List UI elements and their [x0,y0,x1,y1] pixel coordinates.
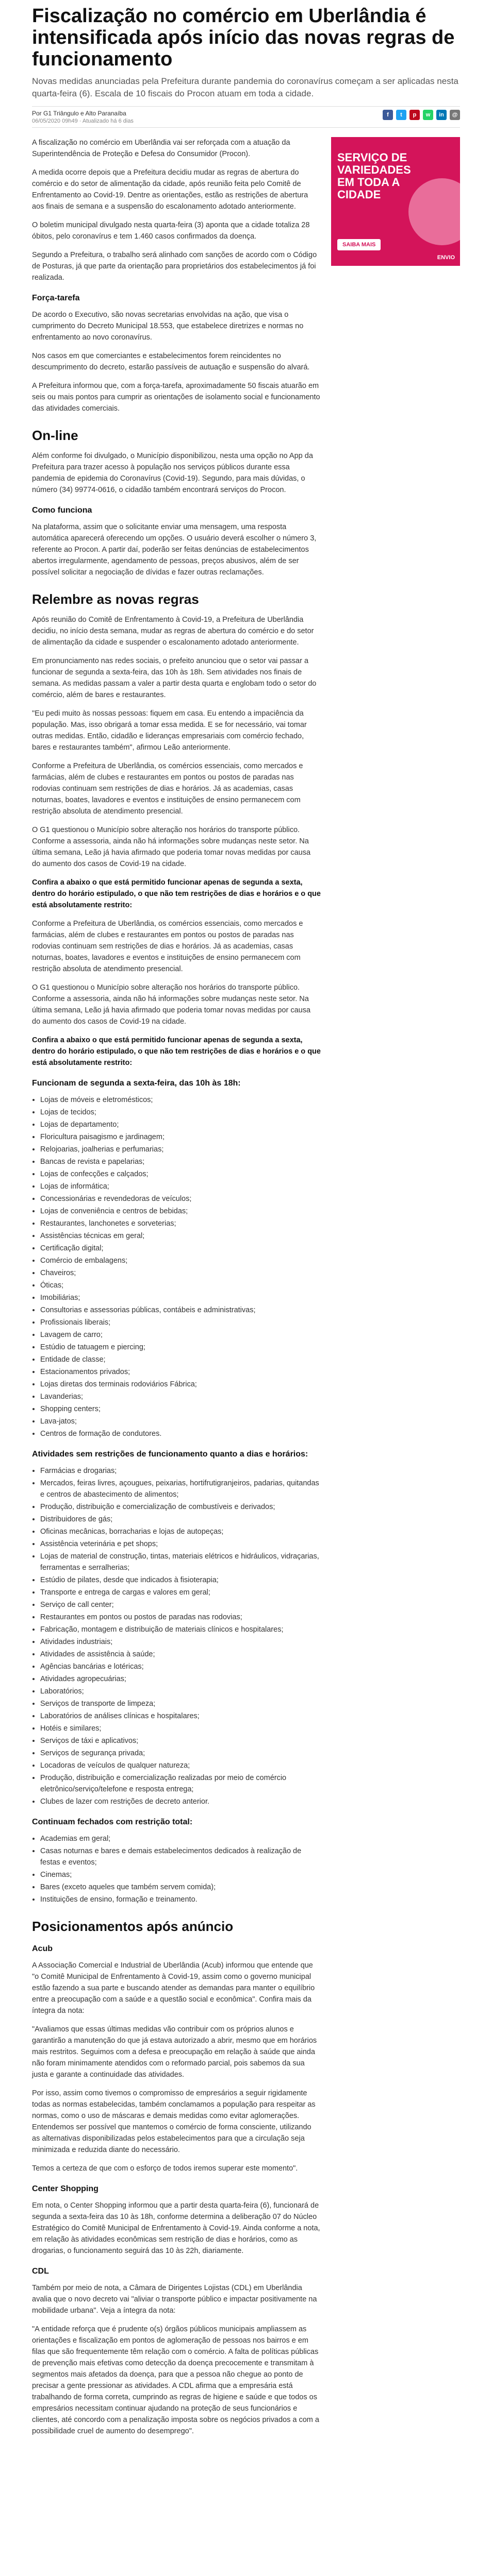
list-item: • Comércio de embalagens; [40,1255,321,1266]
list-item: • Clubes de lazer com restrições de decreto anterior. [40,1796,321,1807]
funcionamento-list [32,1094,321,1439]
list-item: • Locadoras de veículos de qualquer natureza; [40,1760,321,1771]
list-item: • Lojas de tecidos; [40,1107,321,1118]
article-body [32,137,321,2444]
list-item: • Consultorias e assessorias públicas, contábeis e administrativas; [40,1304,321,1316]
list-item: • Produção, distribuição e comercialização realizadas por meio de comércio eletrônico/serviço/telefone e resposta entrega; [40,1772,321,1795]
list-item: • Cinemas; [40,1869,321,1880]
list-item: • Serviços de transporte de limpeza; [40,1698,321,1709]
list-item: • Lojas de conveniência e centros de bebidas; [40,1206,321,1217]
restricao-total-list [32,1833,321,1905]
linkedin-icon[interactable]: in [436,110,447,120]
paragraph: O G1 questionou o Município sobre alteração nos horários do transporte público. Conforme a assessoria, ainda não há informações sobre mudanças neste setor. Na última semana, Leão já havia afirmado que poderia tomar novas medidas por causa do aumento dos casos de Covid-19 na cidade. [32,826,311,868]
list-item: • Chaveiros; [40,1267,321,1279]
paragraph: "Eu pedi muito às nossas pessoas: fiquem em casa. Eu entendo a impaciência da população. Mas, isso obrigará a tomar essa medida. E se for necessário, vai tomar outras medidas. Então, cidadão e lideranças empresariais com comércio fechado, bares e restaurantes também", afirmou Leão anteriormente. [32,709,307,752]
heading-posicionamentos: Posicionamentos após anúncio [32,1919,234,1934]
list-item: • Lava-jatos; [40,1416,321,1427]
paragraph: A fiscalização no comércio em Uberlândia vai ser reforçada com a atuação da Superintendência de Proteção e Defesa do Consumidor (Procon). [32,139,290,158]
paragraph: Segundo a Prefeitura, o trabalho será alinhado com sanções de acordo com o Código de Posturas, já que parte da orientação para proprietários dos estabelecimentos já foi realizada. [32,251,317,282]
ad-cta-button[interactable]: SAIBA MAIS [337,239,381,250]
online-section [32,450,321,496]
list-item: • Estacionamentos privados; [40,1366,321,1378]
ad-brand-logo: ENVIO [437,255,455,261]
ad-title: SERVIÇO DE VARIEDADES EM TODA A CIDADE [337,151,411,201]
list-item: • Mercados, feiras livres, açougues, peixarias, hortifrutigranjeiros, padarias, quitandas e centros de abastecimento de alimentos; [40,1478,321,1500]
box1-intro: Confira a abaixo o que está permitido funcionar apenas de segunda a sexta, dentro do horário estipulado, o que não tem restrições de dias e horários e o que está absolutamente restrito: [32,878,321,909]
byline [32,110,134,124]
list-item: • Assistências técnicas em geral; [40,1230,321,1242]
paragraph: Além conforme foi divulgado, o Município disponibilizou, nesta uma opção no App da Prefeitura para trazer acesso à população nos serviços públicos durante essa pandemia de epidemia do Coronavírus (Covid-19). Segundo, para mais dúvidas, o número (34) 99774-0616, o cidadão também encontrará serviços do Procon. [32,452,313,494]
paragraph: "Avaliamos que essas últimas medidas vão contribuir com os próprios alunos e garantirão a manutenção do que já estava autorizado a abrir, mesmo que em horários mais restritos. Seguimos com a defesa e preocupação em relação à saúde que ainda não foram minimamente atendidos com o reformado parcial, pois sabemos da sua justa e garante a continuidade das atividades. [32,2025,317,2079]
list-item: • Atividades industriais; [40,1636,321,1648]
content-area [32,137,460,2444]
list-item: • Centros de formação de condutores. [40,1428,321,1439]
list-item: • Óticas; [40,1280,321,1291]
box1-section [32,918,321,1027]
list-item: • Restaurantes, lanchonetes e sorveterias; [40,1218,321,1229]
paragraph: A Associação Comercial e Industrial de Uberlândia (Acub) informou que entende que "o Comitê Municipal de Enfrentamento à Covid-19, assim como o governo municipal estão fazendo a sua parte e buscando atender as demandas para manter o equilíbrio entre a preocupação com a saúde e a questão social e econômica". Confira mais da íntegra da nota: [32,1961,315,2015]
list-item: • Distribuidores de gás; [40,1514,321,1525]
paragraph: Em nota, o Center Shopping informou que a partir desta quarta-feira (6), funcionará de segunda a sexta-feira das 10 às 18h, conforme determina a deliberação 07 do Núcleo Estratégico do Comitê Municipal de Enfrentamento à Covid-19. Ainda conforme a nota, em relação às atividades econômicas sem restrição de dias e horários, como as drogarias, o funcionamento seguirá das 10 às 22h, diariamente. [32,2201,320,2255]
facebook-icon[interactable]: f [383,110,393,120]
list-item: • Restaurantes em pontos ou postos de paradas nas rodovias; [40,1612,321,1623]
box2-intro: Confira a abaixo o que está permitido funcionar apenas de segunda a sexta, dentro do horário estipulado, o que não tem restrições de dias e horários e o que está absolutamente restrito: [32,1036,321,1067]
list-item: • Transporte e entrega de cargas e valores em geral; [40,1587,321,1598]
paragraph: Em pronunciamento nas redes sociais, o prefeito anunciou que o setor vai passar a funcionar de segunda a sexta-feira, das 10h às 18h. Sem atividades nos finais de semana. As medidas passam a valer a partir desta quarta e englobam todo o setor do comércio, além de bares e restaurantes. [32,657,317,699]
list-item: • Lavanderias; [40,1391,321,1402]
list-item: • Produção, distribuição e comercialização de combustíveis e derivados; [40,1501,321,1513]
paragraph: A medida ocorre depois que a Prefeitura decidiu mudar as regras de abertura do comércio e do setor de alimentação da cidade, após reunião feita pelo Comitê de Enfrentamento ao Covid-19. Dentre as orientações, estão as restrições de abertura aos finais de semana e a suspensão do escalonamento adotado anteriormente. [32,168,308,211]
subheading-cdl: CDL [32,2267,49,2276]
list-item: • Lojas de material de construção, tintas, materiais elétricos e hidráulicos, vidraçarias, ferramentas e serralherias; [40,1551,321,1573]
sidebar [331,137,460,2444]
list-item: • Lojas de móveis e eletromésticos; [40,1094,321,1106]
list-item: • Atividades agropecuárias; [40,1673,321,1685]
regras-section [32,614,321,870]
byline-authors: Por G1 Triângulo e Alto Paranaíba [32,110,126,117]
paragraph: Na plataforma, assim que o solicitante enviar uma mensagem, uma resposta automática aparecerá oferecendo um opções. O usuário deverá escolher o número 3, referente ao Procon. A partir daí, poderão ser feitas denúncias de estabelecimentos abertos irregularmente, agendamento de pessoas, preços abusivos, além de ser possível solicitar a negociação de dívidas e fazer outras reclamações. [32,523,317,577]
whatsapp-icon[interactable]: w [423,110,433,120]
subheading-center-shopping: Center Shopping [32,2184,99,2193]
list-item: • Oficinas mecânicas, borracharias e lojas de autopeças; [40,1526,321,1537]
list-item: • Estúdio de pilates, desde que indicados à fisioterapia; [40,1574,321,1586]
list-item: • Bares (exceto aqueles que também servem comida); [40,1882,321,1893]
article-meta [32,106,460,128]
list-item: • Relojoarias, joalherias e perfumarias; [40,1144,321,1155]
list-item: • Agências bancárias e lotéricas; [40,1661,321,1672]
subheading-restricao-total: Continuam fechados com restrição total: [32,1818,193,1826]
paragraph: Por isso, assim como tivemos o compromisso de empresários a seguir rigidamente todas as normas estabelecidas, também conclamamos a população para respeitar as normas, como o uso de máscaras e demais medidas como evitar aglomerações. Entendemos ser possível que mantemos o comércio de forma consciente, utilizando as alternativas disponibilizadas pelos estabelecimentos para que a circulação seja minimizada e reduzida diante do necessário. [32,2089,316,2154]
paragraph: Temos a certeza de que com o esforço de todos iremos superar este momento". [32,2164,298,2173]
subheading-forca-tarefa: Força-tarefa [32,294,80,302]
list-item: • Floricultura paisagismo e jardinagem; [40,1131,321,1143]
list-item: • Serviços de táxi e aplicativos; [40,1735,321,1747]
list-item: • Fabricação, montagem e distribuição de materiais clínicos e hospitalares; [40,1624,321,1635]
paragraph: Conforme a Prefeitura de Uberlândia, os comércios essenciais, como mercados e farmácias, além de clubes e restaurantes em pontos ou postos de paradas nas rodovias continuam sem restrições de dias e horários. Já as academias, casas noturnas, boates, lavadores e eventos e instituições de ensino permanecem com restrição absoluta de atendimento presencial. [32,762,303,816]
list-item: • Serviço de call center; [40,1599,321,1611]
list-item: • Casas noturnas e bares e demais estabelecimentos dedicados à realização de festas e eventos; [40,1845,321,1868]
list-item: • Lojas de confecções e calçados; [40,1168,321,1180]
advertisement-banner[interactable] [331,137,460,266]
subheading-funcionamento: Funcionam de segunda a sexta-feira, das 10h às 18h: [32,1079,241,1088]
list-item: • Imobiliárias; [40,1292,321,1303]
list-item: • Academias em geral; [40,1833,321,1844]
paragraph: O G1 questionou o Município sobre alteração nos horários do transporte público. Conforme a assessoria, ainda não há informações sobre mudanças neste setor. Na última semana, Leão já havia afirmado que poderia tomar novas medidas por causa do aumento dos casos de Covid-19 na cidade. [32,984,311,1026]
paragraph: De acordo o Executivo, são novas secretarias envolvidas na ação, que visa o cumprimento do Decreto Municipal 18.553, que estabelece diretrizes e normas no enfrentamento ao novo coronavírus. [32,311,304,342]
twitter-icon[interactable]: t [396,110,406,120]
share-bar [383,110,460,120]
heading-online: On-line [32,428,78,443]
list-item: • Lavagem de carro; [40,1329,321,1341]
list-item: • Laboratórios de análises clínicas e hospitalares; [40,1710,321,1722]
list-item: • Concessionárias e revendedoras de veículos; [40,1193,321,1205]
intro-section [32,137,321,283]
list-item: • Bancas de revista e papelarias; [40,1156,321,1167]
list-item: • Shopping centers; [40,1403,321,1415]
pinterest-icon[interactable]: p [409,110,420,120]
list-item: • Assistência veterinária e pet shops; [40,1538,321,1550]
center-shopping-section [32,2200,321,2257]
article-title: Fiscalização no comércio em Uberlândia é intensificada após início das novas regras de funcionamento [32,5,455,70]
list-item: • Lojas diretas dos terminais rodoviários Fábrica; [40,1379,321,1390]
subheading-acub: Acub [32,1944,53,1953]
sem-restricao-list [32,1465,321,1807]
paragraph: Conforme a Prefeitura de Uberlândia, os comércios essenciais, como mercados e farmácias, além de clubes e restaurantes em pontos ou postos de paradas nas rodovias continuam sem restrições de dias e horários. Já as academias, casas noturnas, boates, lavadores e eventos e instituições de ensino permanecem com restrição absoluta de atendimento presencial. [32,920,303,973]
list-item: • Lojas de informática; [40,1181,321,1192]
list-item: • Laboratórios; [40,1686,321,1697]
list-item: • Certificação digital; [40,1243,321,1254]
list-item: • Estúdio de tatuagem e piercing; [40,1342,321,1353]
paragraph: Também por meio de nota, a Câmara de Dirigentes Lojistas (CDL) em Uberlândia avalia que o novo decreto vai "aliviar o transporte público e impactar positivamente na mobilidade urbana". Veja a íntegra da nota: [32,2284,317,2315]
list-item: • Serviços de segurança privada; [40,1748,321,1759]
list-item: • Entidade de classe; [40,1354,321,1365]
list-item: • Farmácias e drogarias; [40,1465,321,1477]
forca-tarefa-section [32,309,321,414]
subheading-como-funciona: Como funciona [32,506,92,515]
list-item: • Lojas de departamento; [40,1119,321,1130]
como-funciona-section [32,521,321,578]
email-icon[interactable]: @ [450,110,460,120]
acub-section [32,1960,321,2174]
list-item: • Atividades de assistência à saúde; [40,1649,321,1660]
paragraph: Nos casos em que comerciantes e estabelecimentos forem reincidentes no descumprimento do decreto, estarão passíveis de autuação e suspensão do alvará. [32,352,310,371]
paragraph: Após reunião do Comitê de Enfrentamento à Covid-19, a Prefeitura de Uberlândia decidiu, no início desta semana, mudar as regras de abertura do comércio e do setor de alimentação da cidade e suspender o escalonamento adotado anteriormente. [32,616,314,647]
heading-relembre-regras: Relembre as novas regras [32,591,199,607]
list-item: • Hotéis e similares; [40,1723,321,1734]
paragraph: "A entidade reforça que é prudente o(s) órgãos públicos municipais ampliassem as orientações e fiscalização em pontos de aglomeração de pessoas nos bairros e em filas que são frequentemente têm relação com o comércio. A falta de políticas públicas de prevenção mais efetivas como detecção da doença precocemente e transmitam à segmentos mais afetados da doença, para que a pessoa não chegue ao ponto de precisar a gente pressionar as atividades. A CDL afirma que a empresária está trabalhando de forma correta, cumprindo as regras de higiene e saúde e que todos os empresários necessitam continuar ajudando na proteção de seus funcionários e clientes, até concordo com a penalização imposta sobre os negócios privados a com a possibilidade cruel de aumento do desemprego". [32,2325,319,2435]
article-lead: Novas medidas anunciadas pela Prefeitura durante pandemia do coronavírus começam a ser aplicadas nesta quarta-feira (6). Escala de 10 fiscais do Procon atuam em toda a cidade. [32,76,458,98]
article-page [32,0,460,2465]
cdl-section [32,2282,321,2437]
paragraph: O boletim municipal divulgado nesta quarta-feira (3) aponta que a cidade totaliza 28 óbitos, pelo coronavírus e tem 1.460 casos confirmados da doença. [32,221,310,241]
paragraph: A Prefeitura informou que, com a força-tarefa, aproximadamente 50 fiscais atuarão em seis ou mais pontos para cumprir as orientações de isolamento social e funcionamento das atividades comerciais. [32,382,320,413]
list-item: • Instituições de ensino, formação e treinamento. [40,1894,321,1905]
byline-date: 06/05/2020 09h49 · Atualizado há 6 dias [32,118,134,124]
list-item: • Profissionais liberais; [40,1317,321,1328]
subheading-sem-restricao: Atividades sem restrições de funcionamento quanto a dias e horários: [32,1450,308,1459]
